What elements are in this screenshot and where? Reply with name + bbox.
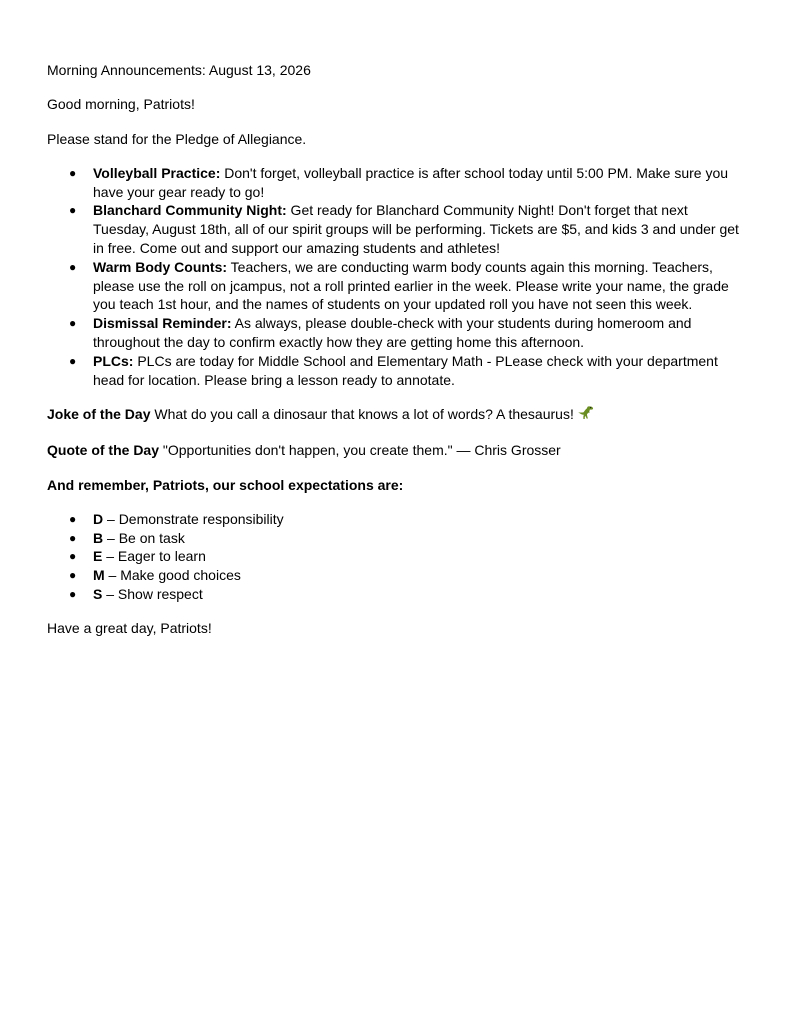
- expectation-letter: S: [93, 586, 103, 603]
- announcement-list: [47, 164, 747, 390]
- closing-line: Have a great day, Patriots!: [47, 620, 212, 637]
- expectation-text: – Demonstrate responsibility: [103, 510, 284, 527]
- item-text: Teachers, we are conducting warm body counts again this morning. Teachers, please use the roll on jcampus, not a roll printed earlier in the week. Please write your name, the grade you teach 1st hour, and the names of students on your updated roll you have not seen this week.: [93, 258, 729, 313]
- dinosaur-icon: [577, 405, 595, 426]
- list-item: [47, 314, 747, 352]
- bullet-dot: ●: [69, 530, 77, 545]
- expectation-letter: B: [93, 529, 104, 546]
- list-item: [47, 258, 747, 314]
- list-item: [47, 164, 747, 202]
- item-text: Don't forget, volleyball practice is after school today until 5:00 PM. Make sure you have your gear ready to go!: [93, 164, 729, 200]
- announcement-title: Morning Announcements: August 13, 2026: [47, 62, 311, 78]
- joke-of-the-day: [47, 405, 747, 426]
- joke-label: Joke of the Day: [47, 405, 151, 422]
- list-item: [47, 547, 747, 566]
- quote-label: Quote of the Day: [47, 442, 160, 459]
- expectation-text: – Be on task: [103, 529, 185, 546]
- bullet-dot: ●: [69, 549, 77, 564]
- list-item: [47, 585, 747, 604]
- item-label: Blanchard Community Night:: [93, 202, 287, 219]
- joke-text: What do you call a dinosaur that knows a lot of words? A thesaurus!: [150, 405, 574, 422]
- bullet-dot: ●: [69, 165, 77, 180]
- expectation-text: – Show respect: [102, 586, 203, 603]
- list-item: [47, 352, 747, 390]
- list-item: [47, 529, 747, 548]
- list-item: [47, 566, 747, 585]
- item-label: Dismissal Reminder:: [93, 315, 232, 332]
- expectation-letter: E: [93, 548, 103, 565]
- quote-of-the-day: [47, 441, 747, 460]
- item-label: PLCs:: [93, 352, 134, 369]
- expectation-text: – Make good choices: [104, 567, 241, 584]
- item-label: Volleyball Practice:: [93, 164, 221, 181]
- bullet-dot: ●: [69, 587, 77, 602]
- item-label: Warm Body Counts:: [93, 258, 228, 275]
- bullet-dot: ●: [69, 568, 77, 583]
- bullet-dot: ●: [69, 203, 77, 218]
- list-item: [47, 510, 747, 529]
- list-item: [47, 201, 747, 257]
- bullet-dot: ●: [69, 511, 77, 526]
- expectation-letter: D: [93, 510, 104, 527]
- quote-text: "Opportunities don't happen, you create them." — Chris Grosser: [159, 442, 561, 459]
- bullet-dot: ●: [69, 259, 77, 274]
- greeting: Good morning, Patriots!: [47, 96, 195, 113]
- document-page: [47, 61, 747, 638]
- expectations-list: [47, 510, 747, 604]
- bullet-dot: ●: [69, 316, 77, 331]
- item-text: Get ready for Blanchard Community Night! Don't forget that next Tuesday, August 18th, all of our spirit groups will be performing. Tickets are $5, and kids 3 and under get in free. Come out and support our amazing students and athletes!: [93, 202, 739, 257]
- pledge-line: Please stand for the Pledge of Allegiance.: [47, 130, 307, 147]
- item-text: As always, please double-check with your students during homeroom and throughout the day to confirm exactly how they are getting home this afternoon.: [93, 315, 692, 351]
- expectations-heading: And remember, Patriots, our school expectations are:: [47, 476, 404, 493]
- expectation-letter: M: [93, 567, 105, 584]
- expectation-text: – Eager to learn: [102, 548, 206, 565]
- item-text: PLCs are today for Middle School and Elementary Math - PLease check with your department head for location. Please bring a lesson ready to annotate.: [93, 352, 718, 388]
- bullet-dot: ●: [69, 353, 77, 368]
